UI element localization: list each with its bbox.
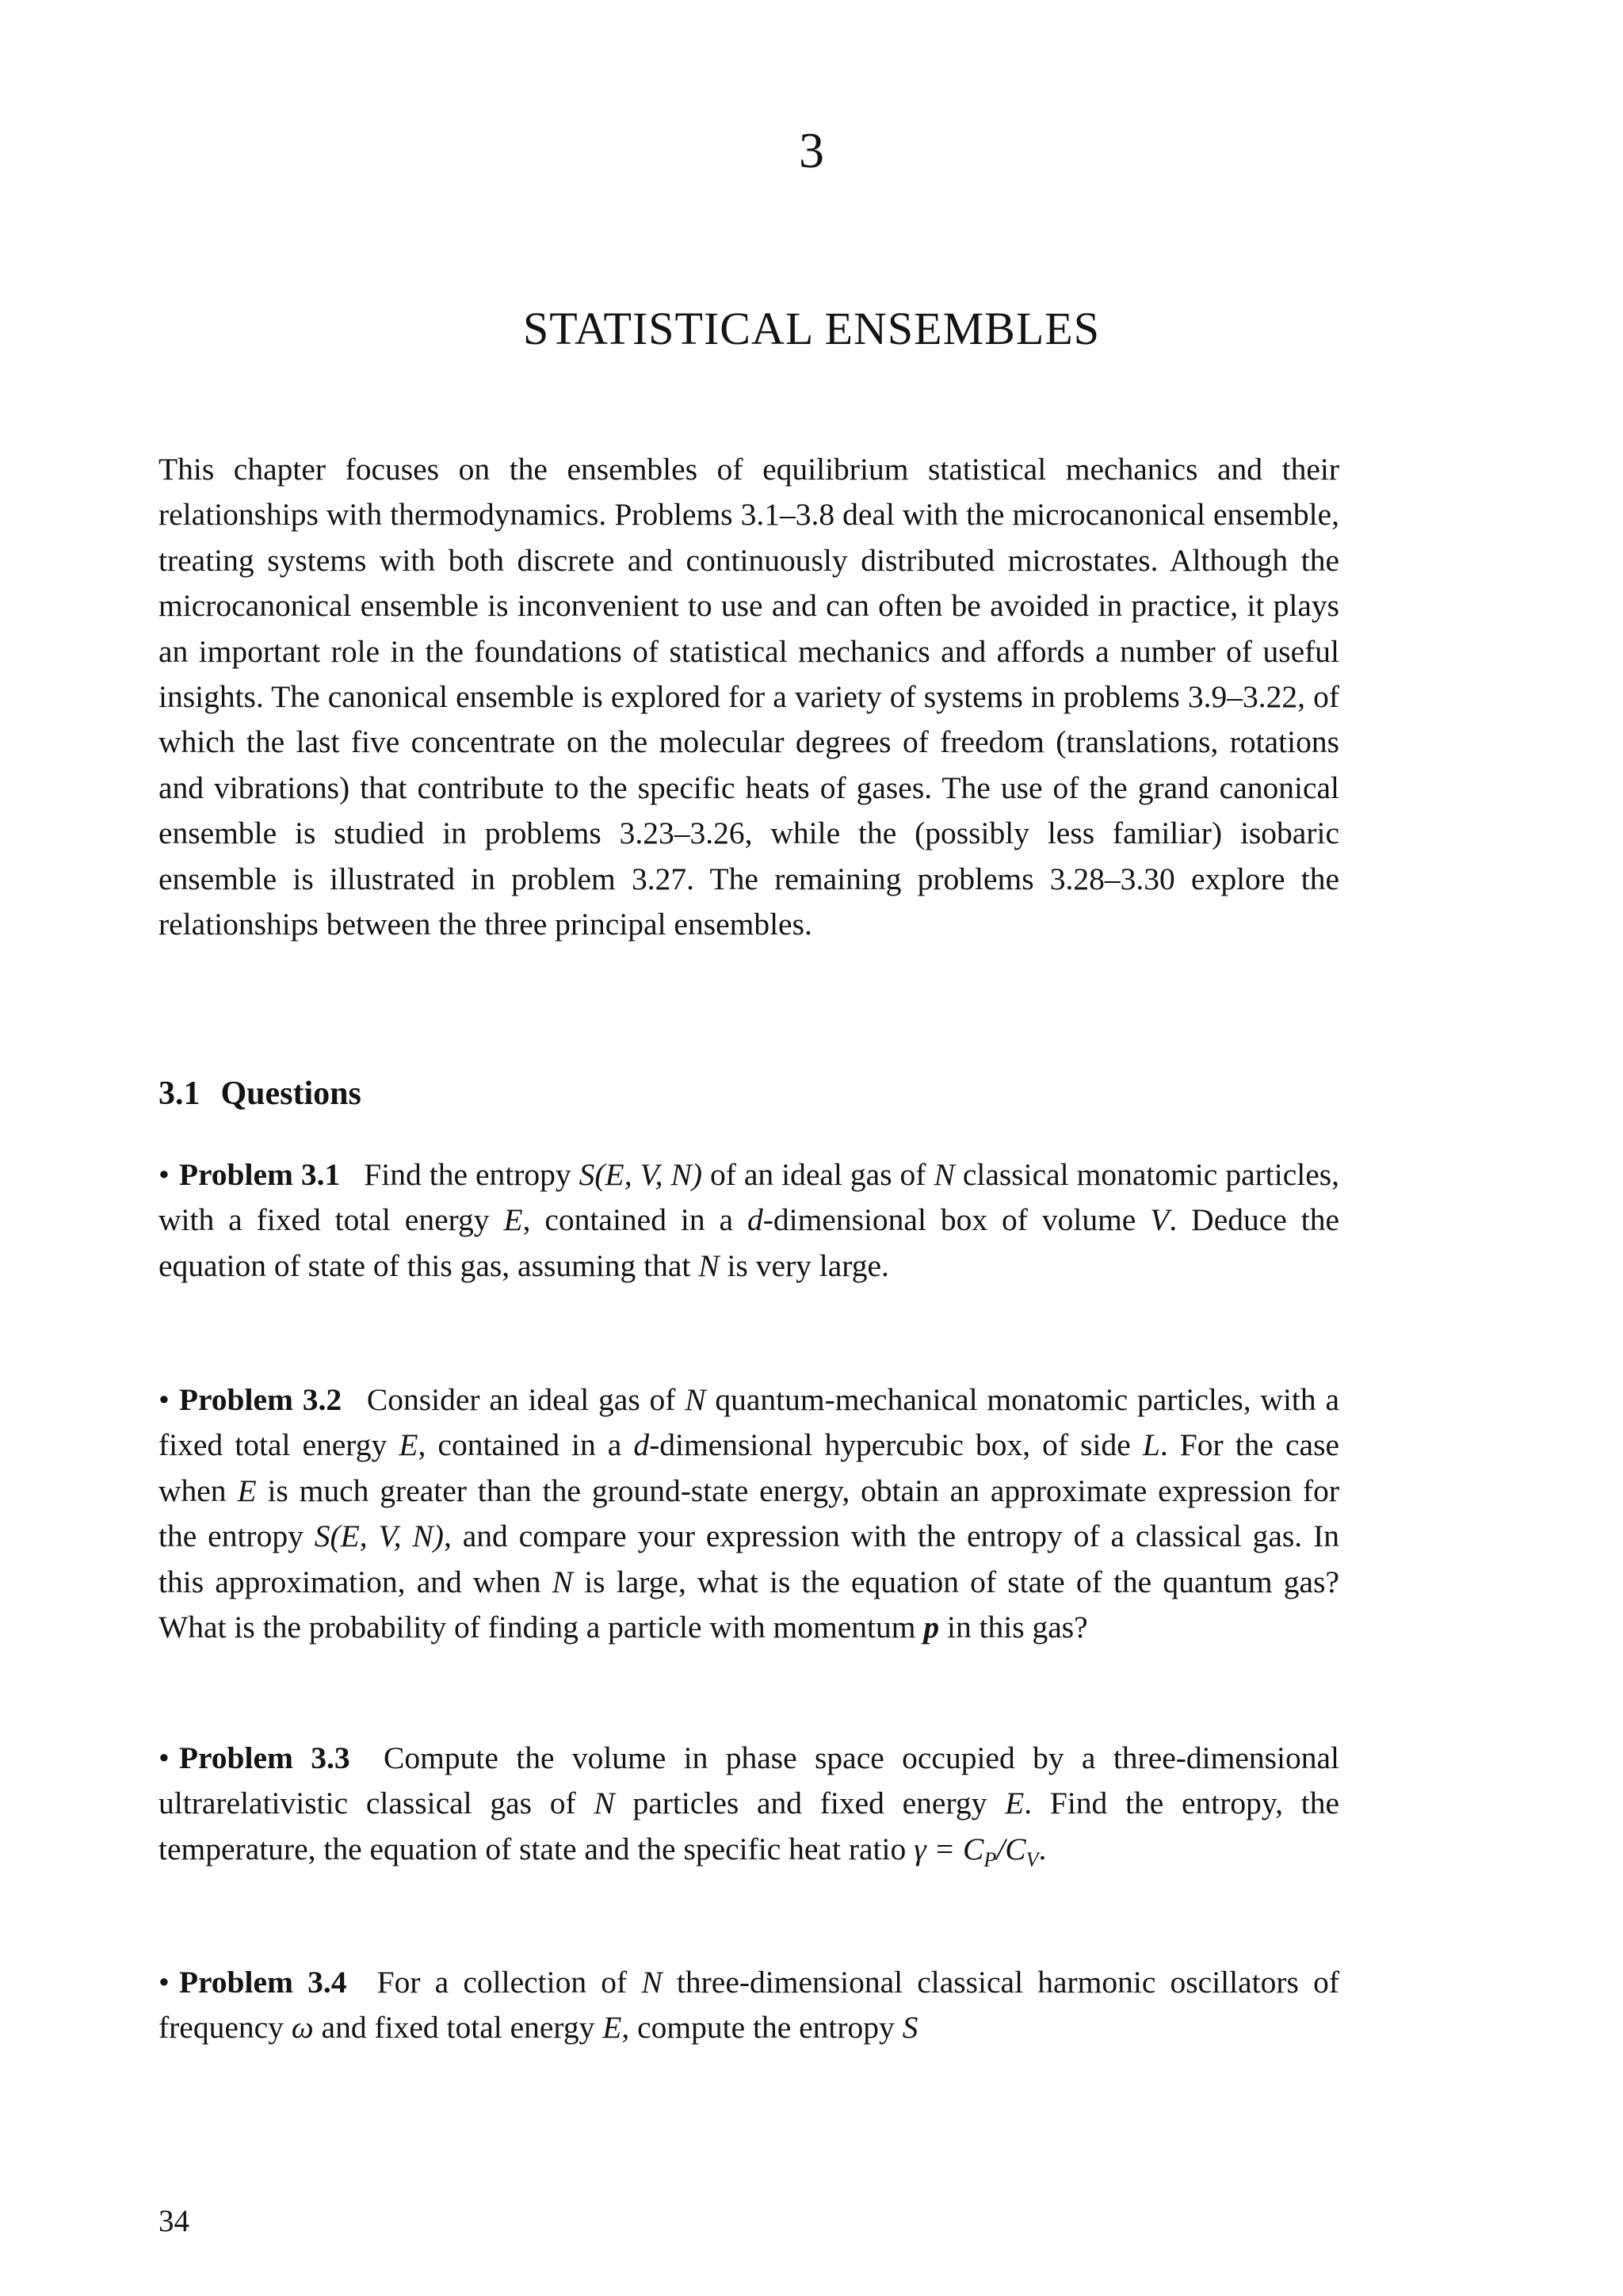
problem-text: , compute the entropy [621,2010,903,2046]
problem-text: . [1038,1831,1047,1866]
problem-3-4 [158,1960,1339,2051]
math-expression: E [1005,1786,1025,1821]
math-expression: S(E, V, N) [579,1157,702,1192]
problem-text: of an ideal gas of [701,1157,934,1192]
math-expression: E [237,1473,257,1508]
problem-3-1 [158,1152,1339,1289]
problem-3-3 [158,1736,1339,1882]
math-expression: S [902,2010,918,2046]
math-expression: N [552,1564,574,1599]
section-number: 3.1 [158,1075,200,1112]
math-subscript: V [1025,1847,1039,1871]
problem-text: three-dimensional classical harmonic oscillators of frequency [158,1965,1339,2046]
problem-text: and fixed total energy [313,2010,603,2046]
math-expression: L [1142,1427,1160,1463]
math-expression: E [602,2010,622,2046]
problem-text: . For the case when [158,1427,1339,1508]
intro-paragraph: This chapter focuses on the ensembles of equilibrium statistical mechanics and their relationships with thermodynamics. Problems 3.1–3.8 deal with the microcanonical ensemble, treating systems with both discrete and continuously distributed microstates. Although the microcanonical ensemble is inconvenient to use and can often be avoided in practice, it plays an important role in the foundations of statistical mechanics and affords a number of useful insights. The canonical ensemble is explored for a variety of systems in problems 3.9–3.22, of which the last five concentrate on the molecular degrees of freedom (translations, rotations and vibrations) that contribute to the specific heats of gases. The use of the grand canonical ensemble is studied in problems 3.23–3.26, while the (possibly less familiar) isobaric ensemble is illustrated in problem 3.27. The remaining problems 3.28–3.30 explore the relationships between the three principal ensembles. [158,452,1339,942]
math-expression: ω [291,2010,314,2046]
math-expression: E [399,1427,418,1463]
problem-text: , contained in a [418,1427,634,1463]
math-expression: /C [996,1831,1026,1866]
problem-text: particles and fixed energy [614,1786,1006,1821]
math-expression: V [1150,1202,1170,1238]
chapter-number: 3 [799,122,824,178]
math-expression: E [503,1202,523,1238]
problem-text: Consider an ideal gas of [366,1382,685,1417]
problem-text: , contained in a [522,1202,747,1238]
math-expression: d [633,1427,650,1463]
problem-text: is large, what is the equation of state of the quantum gas? What is the probability of finding a particle with momentum [158,1564,1339,1645]
problem-text: -dimensional hypercubic box, of side [649,1427,1143,1463]
problem-text: . Deduce the equation of state of this gas, assuming that [158,1202,1339,1283]
math-subscript: P [983,1847,997,1871]
problem-text: -dimensional box of volume [762,1202,1151,1238]
problem-text: classical monatomic particles, with a fixed total energy [158,1157,1339,1238]
problem-text: , and compare your expression with the entropy of a classical gas. In this approximation, and when [158,1519,1340,1599]
math-expression: N [641,1965,663,2000]
chapter-title: STATISTICAL ENSEMBLES [523,303,1100,354]
math-expression: N [685,1382,706,1417]
problem-text: is much greater than the ground-state energy, obtain an approximate expression for the entropy [158,1473,1339,1554]
bullet: • [158,1382,170,1417]
problem-3-2 [158,1377,1339,1650]
bullet: • [158,1740,170,1775]
problem-label: Problem 3.1 [178,1157,341,1192]
problem-text: Find the entropy [364,1157,579,1192]
bullet: • [158,1965,170,2000]
math-expression: S(E, V, N) [314,1519,444,1554]
problem-text: Compute the volume in phase space occupied by a three-dimensional ultrarelativistic classical gas of [158,1740,1340,1821]
math-expression: p [923,1610,940,1645]
page-number: 34 [158,2204,189,2238]
section-heading [158,1070,361,1117]
bullet: • [158,1157,170,1192]
section-title: Questions [220,1075,361,1112]
problem-text: quantum-mechanical monatomic particles, with a fixed total energy [158,1382,1339,1463]
math-expression: d [747,1202,763,1238]
math-expression: N [698,1247,720,1283]
problem-text: in this gas? [939,1610,1088,1645]
math-expression: γ = C [914,1831,984,1866]
problem-text: is very large. [719,1247,889,1283]
math-expression: N [934,1157,955,1192]
problem-label: Problem 3.3 [178,1740,350,1775]
problem-label: Problem 3.2 [178,1382,342,1417]
problem-label: Problem 3.4 [178,1965,347,2000]
problem-text: For a collection of [376,1965,642,2000]
math-expression: N [594,1786,615,1821]
problem-text: . Find the entropy, the temperature, the equation of state and the specific heat ratio [158,1786,1339,1866]
